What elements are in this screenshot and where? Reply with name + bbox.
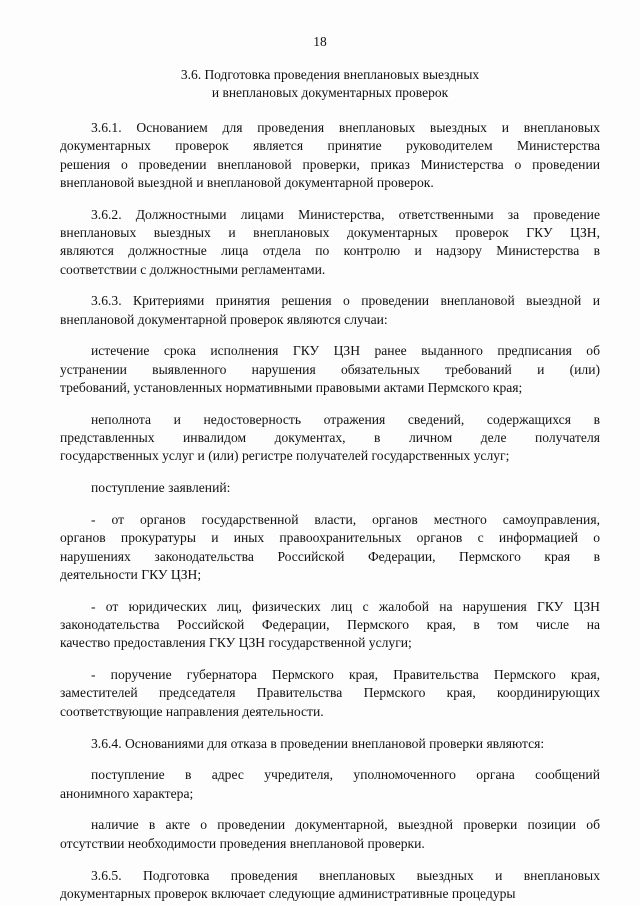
paragraph bbox=[60, 816, 600, 853]
paragraph bbox=[60, 511, 600, 584]
paragraph bbox=[60, 867, 600, 904]
paragraph-line: требований, установленных нормативными правовыми актами Пермского края; bbox=[60, 380, 523, 396]
paragraph-line: внеплановой документарной проверок являются случаи: bbox=[60, 311, 388, 327]
paragraph-line: внеплановой выездной и внеплановой документарной проверок. bbox=[60, 174, 434, 190]
paragraph-line: неполнота и недостоверность отражения сведений, содержащихся в bbox=[91, 411, 600, 427]
paragraph-line: 3.6.4. Основаниями для отказа в проведении внеплановой проверки являются: bbox=[91, 735, 545, 751]
paragraph-line: являются должностные лица отдела по контролю и надзору Министерства в bbox=[60, 243, 600, 259]
paragraph-line: деятельности ГКУ ЦЗН; bbox=[60, 566, 202, 582]
paragraph-line: 3.6.2. Должностными лицами Министерства, ответственными за проведение bbox=[91, 206, 600, 222]
paragraph-line: 3.6.3. Критериями принятия решения о проведении внеплановой выездной и bbox=[91, 293, 600, 309]
paragraph-line: 3.6.1. Основанием для проведения внеплановых выездных и внеплановых bbox=[91, 120, 600, 135]
paragraph-line: документарных проверок является принятие руководителем Министерства bbox=[60, 138, 600, 154]
paragraph bbox=[60, 479, 600, 497]
paragraph-line: анонимного характера; bbox=[60, 785, 194, 801]
paragraph bbox=[60, 119, 600, 192]
paragraph-line: внеплановых выездных и внеплановых документарных проверок ГКУ ЦЗН, bbox=[60, 224, 600, 240]
paragraph-line: документарных проверок включает следующие административные процедуры bbox=[60, 885, 516, 901]
paragraph bbox=[60, 666, 600, 721]
paragraph-line: качество предоставления ГКУ ЦЗН государственной услуги; bbox=[60, 635, 412, 651]
section-heading-line-2: и внеплановых документарных проверок bbox=[211, 85, 449, 100]
paragraph bbox=[60, 598, 600, 653]
paragraph-line: устранении выявленного нарушения обязательных требований и (или) bbox=[60, 361, 600, 377]
paragraph bbox=[60, 292, 600, 329]
paragraph-line: истечение срока исполнения ГКУ ЦЗН ранее выданного предписания об bbox=[91, 343, 600, 359]
paragraph-line: решения о проведении внеплановой проверки, приказ Министерства о проведении bbox=[60, 156, 600, 172]
paragraph-line: законодательства Российской Федерации, Пермского края, в том числе на bbox=[60, 617, 600, 633]
paragraph bbox=[60, 206, 600, 279]
paragraph-line: представленных инвалидом документах, в личном деле получателя bbox=[60, 430, 600, 446]
paragraph-line: отсутствии необходимости проведения внеплановой проверки. bbox=[60, 835, 425, 851]
paragraph-line: органов прокуратуры и иных правоохранительных органов с информацией о bbox=[60, 530, 600, 546]
paragraph bbox=[60, 766, 600, 803]
page-number: 18 bbox=[313, 34, 327, 49]
paragraph-line: 3.6.5. Подготовка проведения внеплановых выездных и внеплановых bbox=[91, 867, 600, 883]
paragraph-line: поступление заявлений: bbox=[91, 480, 231, 496]
paragraph-line: поступление в адрес учредителя, уполномоченного органа сообщений bbox=[91, 767, 600, 783]
section-heading bbox=[60, 66, 600, 102]
document-body bbox=[60, 119, 600, 917]
section-heading-line-1: 3.6. Подготовка проведения внеплановых выездных bbox=[180, 67, 480, 82]
paragraph-line: нарушениях законодательства Российской Федерации, Пермского края в bbox=[60, 548, 600, 564]
paragraph-line: заместителей председателя Правительства Пермского края, координирующих bbox=[60, 685, 600, 701]
paragraph-line: - от органов государственной власти, органов местного самоуправления, bbox=[91, 512, 600, 528]
paragraph-line: - поручение губернатора Пермского края, Правительства Пермского края, bbox=[91, 667, 600, 683]
paragraph bbox=[60, 342, 600, 397]
paragraph bbox=[60, 411, 600, 466]
paragraph-line: соответствующие направления деятельности. bbox=[60, 703, 324, 719]
paragraph-line: соответствии с должностными регламентами. bbox=[60, 261, 326, 277]
paragraph-line: - от юридических лиц, физических лиц с жалобой на нарушения ГКУ ЦЗН bbox=[91, 598, 600, 614]
paragraph-line: государственных услуг и (или) регистре получателей государственных услуг; bbox=[60, 448, 510, 464]
paragraph bbox=[60, 735, 600, 753]
paragraph-line: наличие в акте о проведении документарной, выездной проверки позиции об bbox=[91, 817, 600, 833]
